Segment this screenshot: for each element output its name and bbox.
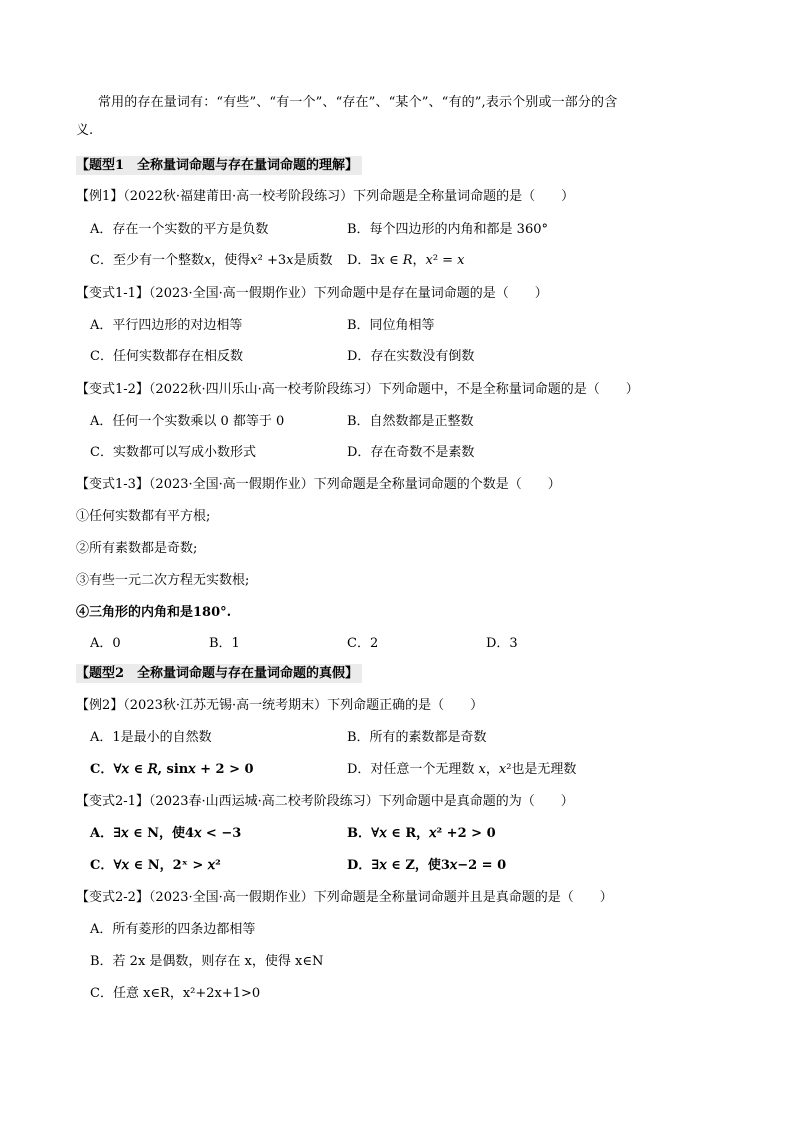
v21-option-b: B．∀𝑥 ∈ R，𝑥² +2 > 0 [347,826,496,841]
question-v21-stem: 【变式2-1】（2023春·山西运城·高二校考阶段练习）下列命题中是真命题的为（ ） [76,794,574,809]
question-v11-stem: 【变式1-1】（2023·全国·高一假期作业）下列命题中是存在量词命题的是（ ） [76,286,548,301]
question-ex2-stem: 【例2】（2023秋·江苏无锡·高一统考期末）下列命题正确的是（ ） [76,698,484,713]
question-ex1-stem: 【例1】（2022秋·福建莆田·高一校考阶段练习）下列命题是全称量词命题的是（ ） [76,189,575,204]
v12-option-d: D．存在奇数不是素数 [347,445,475,460]
ex1-option-a: A．存在一个实数的平方是负数 [90,222,269,237]
intro-line-2: 义. [76,123,94,138]
ex1-option-b: B．每个四边形的内角和都是 360° [347,222,548,237]
v13-option-c: C．2 [347,636,379,651]
v21-option-d: D．∃𝑥 ∈ Z，使3𝑥−2 = 0 [347,858,507,873]
section-heading-type1: 【题型1 全称量词命题与存在量词命题的理解】 [76,156,362,175]
intro-line-1: 常用的存在量词有：“有些”、“有一个”、“存在”、“某个”、“有的”,表示个别或一部分的含 [98,95,618,110]
question-v12-stem: 【变式1-2】（2022秋·四川乐山·高一校考阶段练习）下列命题中，不是全称量词命题的是（ ） [76,382,639,397]
v11-option-a: A．平行四边形的对边相等 [90,318,243,333]
v22-option-c: C．任意 x∈R，x²+2x+1>0 [90,986,261,1001]
v13-statement-1: ①任何实数都有平方根; [76,509,211,524]
v21-option-a: A．∃𝑥 ∈ N，使4𝑥 < −3 [90,826,242,841]
ex2-option-d: D．对任意一个无理数 𝑥，𝑥²也是无理数 [347,762,577,777]
ex2-option-c: C．∀𝑥 ∈ 𝑅, sin𝑥 + 2 > 0 [90,762,254,777]
v13-option-d: D．3 [486,636,518,651]
ex2-option-a: A．1是最小的自然数 [90,730,212,745]
v11-option-d: D．存在实数没有倒数 [347,349,475,364]
v13-option-a: A．0 [90,636,121,651]
v11-option-b: B．同位角相等 [347,318,435,333]
v12-option-b: B．自然数都是正整数 [347,414,474,429]
v21-option-c: C．∀𝑥 ∈ N，2ˣ > 𝑥² [90,858,221,873]
v22-option-b: B．若 2x 是偶数，则存在 x，使得 x∈N [90,954,324,969]
v13-statement-4: ④三角形的内角和是180°. [76,605,232,620]
ex1-option-c: C．至少有一个整数𝑥，使得𝑥² +3𝑥是质数 [90,253,333,268]
v12-option-c: C．实数都可以写成小数形式 [90,445,256,460]
question-v22-stem: 【变式2-2】（2023·全国·高一假期作业）下列命题是全称量词命题并且是真命题的是（ ） [76,890,613,905]
question-v13-stem: 【变式1-3】（2023·全国·高一假期作业）下列命题是全称量词命题的个数是（ ） [76,477,561,492]
ex1-option-d: D．∃𝑥 ∈ 𝑅，𝑥² = 𝑥 [347,253,465,268]
v13-statement-2: ②所有素数都是奇数; [76,541,198,556]
v11-option-c: C．任何实数都存在相反数 [90,349,243,364]
v13-option-b: B．1 [209,636,240,651]
section-heading-type2: 【题型2 全称量词命题与存在量词命题的真假】 [76,664,362,683]
v12-option-a: A．任何一个实数乘以 0 都等于 0 [90,414,285,429]
ex2-option-b: B．所有的素数都是奇数 [347,730,487,745]
v13-statement-3: ③有些一元二次方程无实数根; [76,573,250,588]
v22-option-a: A．所有菱形的四条边都相等 [90,922,256,937]
